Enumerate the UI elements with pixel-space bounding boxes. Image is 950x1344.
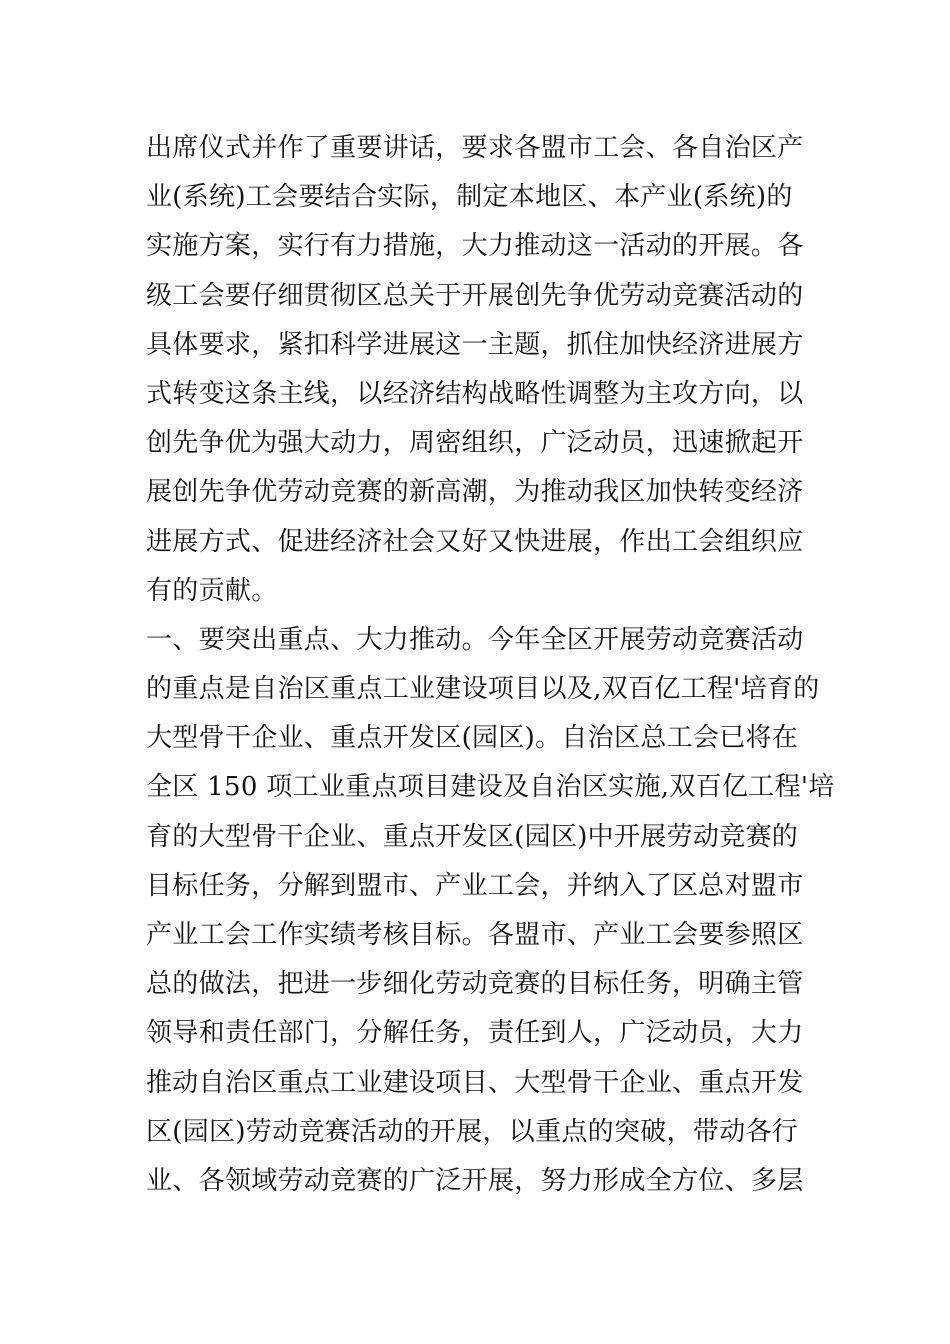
- text-line: 进展方式、促进经济社会又好又快进展，作出工会组织应: [146, 526, 804, 557]
- text-line: 展创先争优劳动竞赛的新高潮，为推动我区加快转变经济: [146, 477, 804, 508]
- text-line: 式转变这条主线，以经济结构战略性调整为主攻方向，以: [146, 378, 804, 409]
- text-line: 实施方案，实行有力措施，大力推动这一活动的开展。各: [146, 231, 804, 262]
- text-line: 区(园区)劳动竞赛活动的开展，以重点的突破，带动各行: [146, 1116, 799, 1147]
- text-line: 级工会要仔细贯彻区总关于开展创先争优劳动竞赛活动的: [146, 280, 804, 311]
- text-line: 领导和责任部门，分解任务，责任到人，广泛动员，大力: [146, 1018, 804, 1049]
- text-line: 目标任务，分解到盟市、产业工会，并纳入了区总对盟市: [146, 870, 804, 901]
- text-line: 业、各领域劳动竞赛的广泛开展，努力形成全方位、多层: [146, 1165, 804, 1196]
- text-line: 大型骨干企业、重点开发区(园区)。自治区总工会已将在: [146, 723, 799, 754]
- text-line: 有的贡献。: [146, 575, 278, 606]
- text-line: 创先争优为强大动力，周密组织，广泛动员，迅速掀起开: [146, 428, 804, 459]
- text-line: 推动自治区重点工业建设项目、大型骨干企业、重点开发: [146, 1067, 804, 1098]
- text-line: 出席仪式并作了重要讲话，要求各盟市工会、各自治区产: [146, 133, 804, 163]
- text-line: 的重点是自治区重点工业建设项目以及,双百亿工程'培育的: [146, 674, 820, 705]
- text-line: 育的大型骨干企业、重点开发区(园区)中开展劳动竞赛的: [146, 821, 799, 852]
- text-line: 具体要求，紧扣科学进展这一主题，抓住加快经济进展方: [146, 329, 804, 360]
- body-text: [146, 124, 835, 1206]
- text-line: 业(系统)工会要结合实际，制定本地区、本产业(系统)的: [146, 182, 793, 213]
- text-line: 总的做法，把进一步细化劳动竞赛的目标任务，明确主管: [146, 969, 804, 1000]
- text-line: 一、要突出重点、大力推动。今年全区开展劳动竞赛活动: [146, 624, 804, 655]
- text-line: 全区 150 项工业重点项目建设及自治区实施,双百亿工程'培: [146, 772, 835, 803]
- text-line: 产业工会工作实绩考核目标。各盟市、产业工会要参照区: [146, 920, 804, 950]
